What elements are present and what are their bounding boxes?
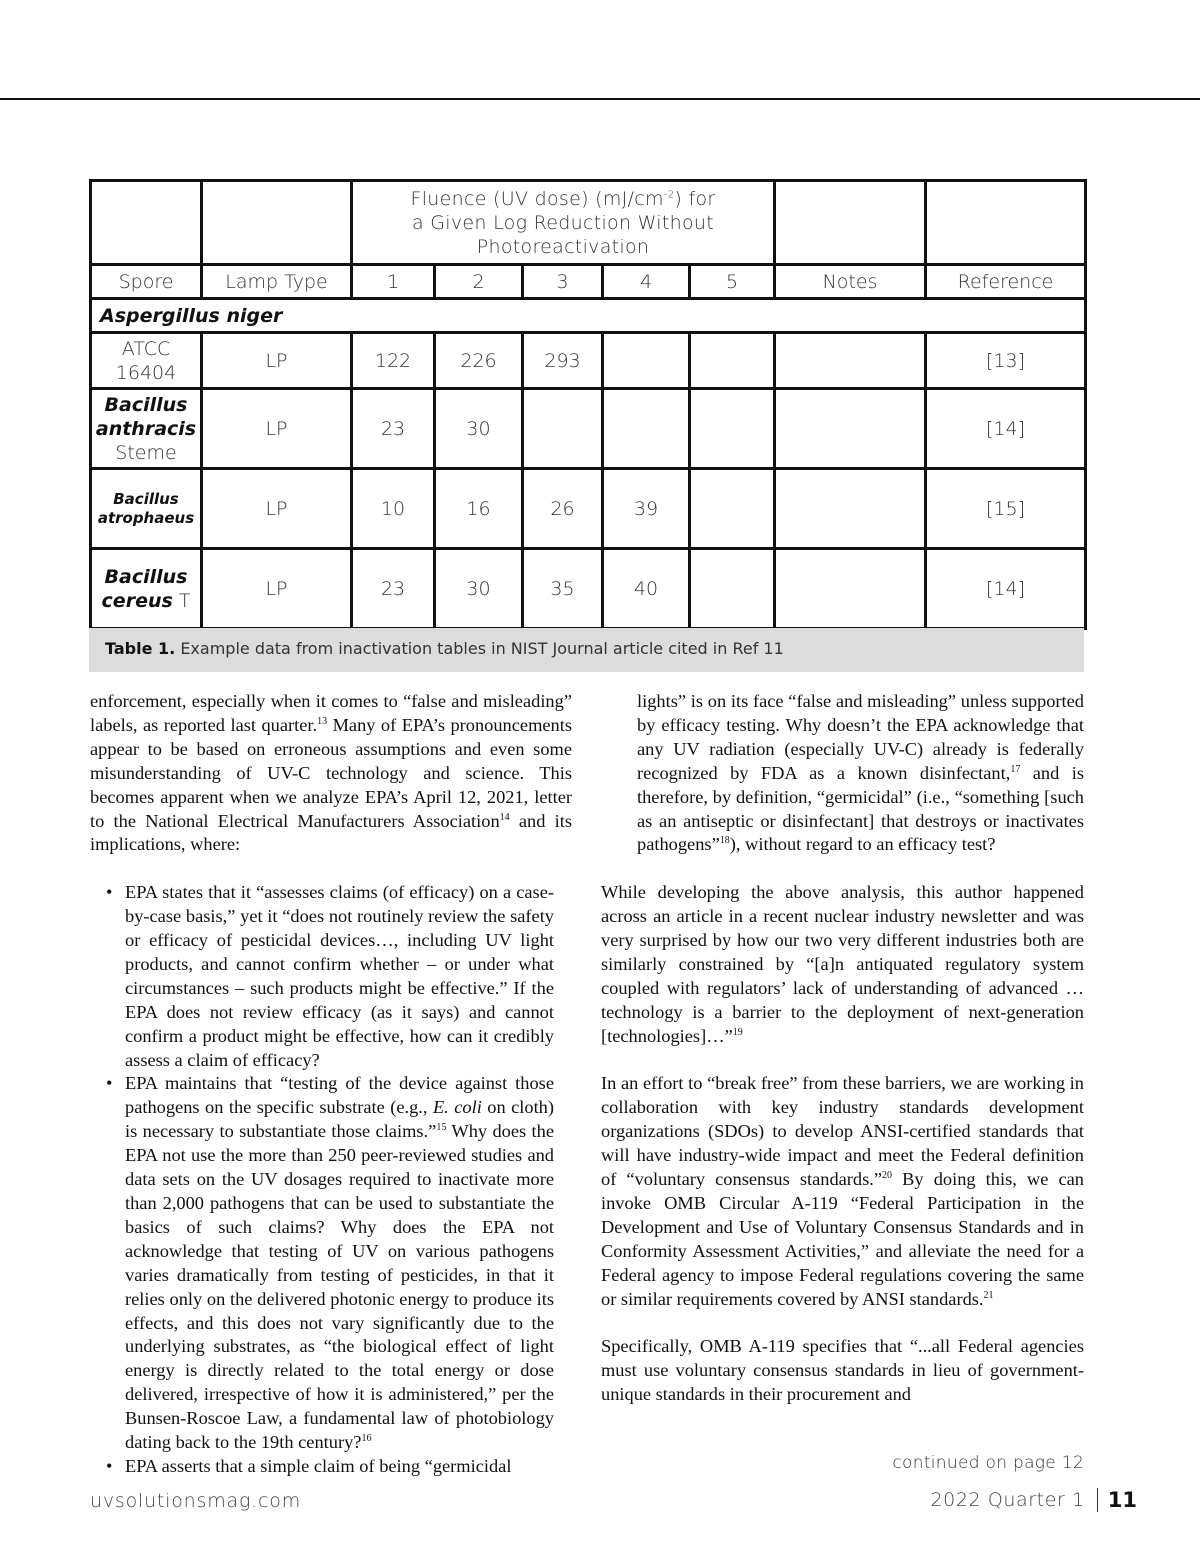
continued-note: continued on page 12 bbox=[892, 1453, 1084, 1473]
log1-cell: 122 bbox=[352, 333, 435, 389]
list-item: • EPA maintains that “testing of the device against those pathogens on the specific substrate (e.g., E. coli on cloth) is necessary to substantiate those claims.”$^{15}$ Why does the EPA not use the more than 250 peer-reviewed studies and data sets on the UV dosages required to inactivate more than 2,000 pathogens that can be used to substantiate the basics of such claims? Why does the EPA not acknowledge that testing of UV on various pathogens varies dramatically from testing of pesticides, in that it relies only on the delivered photonic energy to produce its effects, and this does not vary significantly due to the underlying substrates, as “the biological effect of light energy is directly related to the total energy or dose delivered, irrespective of how it is administered,” per the Bunsen-Roscoe Law, a fundamental law of photobiology dating back to the 19th century?$^{16}$ bbox=[106, 1073, 555, 1453]
log4-cell: 40 bbox=[603, 549, 690, 629]
lamp-cell: LP bbox=[202, 389, 352, 469]
log3-cell: 26 bbox=[523, 469, 603, 549]
fluence-table bbox=[89, 179, 1087, 630]
paragraph: Specifically, OMB A-119 specifies that “...all Federal agencies must use voluntary consensus standards in lieu of government-unique standards in their procurement and bbox=[601, 1336, 1084, 1405]
spore-cell: Bacillus cereus T bbox=[91, 549, 202, 629]
reference-cell: [14] bbox=[926, 549, 1086, 629]
notes-cell bbox=[775, 469, 926, 549]
reference-cell: [14] bbox=[926, 389, 1086, 469]
log1-cell: 10 bbox=[352, 469, 435, 549]
col-reference: Reference bbox=[926, 265, 1086, 299]
lamp-cell: LP bbox=[202, 549, 352, 629]
table-caption bbox=[89, 628, 1084, 672]
footer-separator bbox=[1097, 1488, 1098, 1512]
notes-cell bbox=[775, 389, 926, 469]
log5-cell bbox=[690, 389, 775, 469]
log1-cell: 23 bbox=[352, 389, 435, 469]
lamp-cell: LP bbox=[202, 333, 352, 389]
col-log-4: 4 bbox=[603, 265, 690, 299]
group-label: Aspergillus niger bbox=[91, 299, 1086, 333]
table-header-empty-cell bbox=[202, 181, 352, 265]
reference-cell: [13] bbox=[926, 333, 1086, 389]
log2-cell: 16 bbox=[435, 469, 523, 549]
notes-cell bbox=[775, 333, 926, 389]
table-header-row bbox=[91, 181, 1086, 265]
spore-cell: Bacillus atrophaeus bbox=[91, 469, 202, 549]
log5-cell bbox=[690, 549, 775, 629]
group-row bbox=[91, 299, 1086, 333]
bullet-list bbox=[106, 881, 554, 1479]
log3-cell: 293 bbox=[523, 333, 603, 389]
log4-cell bbox=[603, 389, 690, 469]
issue-label: 2022 Quarter 1 bbox=[930, 1489, 1085, 1511]
caption-label: Table 1. bbox=[105, 639, 176, 658]
page-number: 11 bbox=[1107, 1488, 1137, 1512]
list-item: • EPA asserts that a simple claim of being “germicidal bbox=[106, 1455, 512, 1476]
notes-cell bbox=[775, 549, 926, 629]
log2-cell: 30 bbox=[435, 389, 523, 469]
fluence-header: Fluence (UV dose) $(mJ/cm^{-2})$ for a Given Log Reduction Without Photoreactivation bbox=[352, 181, 775, 265]
col-log-2: 2 bbox=[435, 265, 523, 299]
col-notes: Notes bbox=[775, 265, 926, 299]
intro-paragraph: enforcement, especially when it comes to “false and misleading” labels, as reported last quarter.$^{13}$ Many of EPA’s pronouncements appear to be based on erroneous assumptions and even some misunderstanding of UV-C technology and science. This becomes apparent when we analyze EPA’s April 12, 2021, letter to the National Electrical Manufacturers Association$^{14}$ and its implications, where: bbox=[90, 691, 572, 855]
paragraph: In an effort to “break free” from these barriers, we are working in collaboration with key industry standards development organizations (SDOs) to develop ANSI-certified standards that will have industry-wide impact and meet the Federal definition of “voluntary consensus standards.”$^{20}$ By doing this, we can invoke OMB Circular A-119 “Federal Participation in the Development and Use of Voluntary Consensus Standards and in Conformity Assessment Activities,” and alleviate the need for a Federal agency to impose Federal regulations covering the same or similar requirements covered by ANSI standards.$^{21}$ bbox=[601, 1073, 1084, 1309]
reference-cell: [15] bbox=[926, 469, 1086, 549]
log4-cell: 39 bbox=[603, 469, 690, 549]
header-rule bbox=[0, 98, 1200, 100]
column-header-row bbox=[91, 265, 1086, 299]
log5-cell bbox=[690, 469, 775, 549]
lamp-cell: LP bbox=[202, 469, 352, 549]
continued-bullet-text: lights” is on its face “false and misleading” unless supported by efficacy testing. Why doesn’t the EPA acknowledge that any UV radiation (especially UV-C) already is federally recognized by FDA as a known disinfectant,$^{17}$ and is therefore, by definition, “germicidal” (i.e., “something [such as an antiseptic or disinfectant] that destroys or inactivates pathogens”$^{18}$), without regard to an efficacy test? bbox=[637, 691, 1084, 855]
right-column bbox=[601, 690, 1084, 1407]
col-lamp-type: Lamp Type bbox=[202, 265, 352, 299]
table-row bbox=[91, 389, 1086, 469]
spore-cell: Bacillus anthracis Steme bbox=[91, 389, 202, 469]
col-log-3: 3 bbox=[523, 265, 603, 299]
footer-issue bbox=[930, 1488, 1137, 1512]
table-row bbox=[91, 469, 1086, 549]
col-spore: Spore bbox=[91, 265, 202, 299]
table-header-empty-cell bbox=[91, 181, 202, 265]
log4-cell bbox=[603, 333, 690, 389]
table-row bbox=[91, 549, 1086, 629]
footer-site: uvsolutionsmag.com bbox=[90, 1490, 301, 1512]
table-header-empty-cell bbox=[926, 181, 1086, 265]
spore-cell: ATCC 16404 bbox=[91, 333, 202, 389]
col-log-1: 1 bbox=[352, 265, 435, 299]
log3-cell bbox=[523, 389, 603, 469]
table-header-empty-cell bbox=[775, 181, 926, 265]
left-column bbox=[90, 690, 572, 1479]
col-log-5: 5 bbox=[690, 265, 775, 299]
log2-cell: 30 bbox=[435, 549, 523, 629]
log1-cell: 23 bbox=[352, 549, 435, 629]
log2-cell: 226 bbox=[435, 333, 523, 389]
table-row bbox=[91, 333, 1086, 389]
paragraph: While developing the above analysis, this author happened across an article in a recent nuclear industry newsletter and was very surprised by how our two very different industries both are similarly constrained by “[a]n antiquated regulatory system coupled with regulators’ lack of understanding of advanced … technology is a barrier to the deployment of next-generation [technologies]…”$^{19}$ bbox=[601, 882, 1084, 1046]
list-item: • EPA states that it “assesses claims (of efficacy) on a case-by-case basis,” yet it “does not routinely review the safety or efficacy of pesticidal devices…, including UV light products, and cannot confirm whether – or under what circumstances – such products might be effective.” If the EPA does not review efficacy (as it says) and cannot confirm a product might be effective, how can it credibly assess a claim of efficacy? bbox=[106, 882, 554, 1070]
log5-cell bbox=[690, 333, 775, 389]
caption-text: Example data from inactivation tables in NIST Journal article cited in Ref 11 bbox=[180, 639, 784, 658]
log3-cell: 35 bbox=[523, 549, 603, 629]
